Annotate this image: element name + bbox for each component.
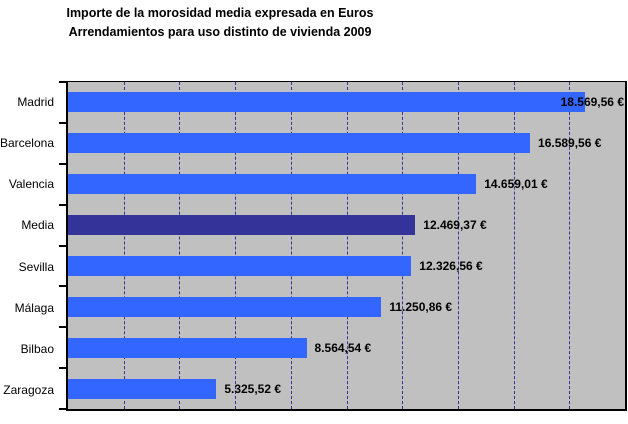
plot-area (66, 81, 627, 411)
category-tick (59, 163, 66, 165)
value-label: 12.469,37 € (423, 218, 487, 233)
value-label: 11.250,86 € (389, 299, 453, 314)
bar (68, 174, 476, 194)
bar (68, 379, 216, 399)
bar-row (68, 123, 625, 164)
category-label: Málaga (14, 300, 54, 315)
category-label: Media (21, 218, 54, 233)
category-axis (0, 81, 66, 411)
bar-rows (68, 82, 625, 409)
category-tick (59, 245, 66, 247)
bar (68, 338, 307, 358)
bar-row (68, 286, 625, 327)
value-label: 12.326,56 € (419, 258, 483, 273)
value-label: 14.659,01 € (484, 177, 548, 192)
category-label: Zaragoza (3, 383, 54, 398)
category-label: Bilbao (20, 342, 54, 357)
chart-title-line1: Importe de la morosidad media expresada en Euros (66, 6, 374, 20)
bar (68, 297, 381, 317)
value-label: 8.564,54 € (314, 340, 372, 355)
bar (68, 92, 585, 112)
bar-row (68, 82, 625, 123)
highlight-bar (68, 215, 415, 235)
bar-row (68, 246, 625, 287)
category-label: Sevilla (18, 259, 54, 274)
value-label: 16.589,56 € (538, 136, 602, 151)
category-tick (59, 204, 66, 206)
category-tick (59, 408, 66, 410)
category-tick (59, 367, 66, 369)
category-label: Valencia (8, 177, 54, 192)
category-tick (59, 326, 66, 328)
category-tick (59, 285, 66, 287)
value-label: 18.569,56 € (560, 95, 624, 110)
category-tick (59, 122, 66, 124)
chart-title (0, 4, 440, 42)
bar-row (68, 164, 625, 205)
category-tick (59, 81, 66, 83)
category-label: Madrid (17, 94, 54, 109)
bar (68, 133, 530, 153)
bar-row (68, 368, 625, 409)
bar-row (68, 205, 625, 246)
chart-title-line2: Arrendamientos para uso distinto de vivienda 2009 (68, 25, 372, 39)
category-label: Barcelona (0, 135, 54, 150)
bar-row (68, 327, 625, 368)
value-label: 5.325,52 € (224, 381, 282, 396)
bar (68, 256, 411, 276)
